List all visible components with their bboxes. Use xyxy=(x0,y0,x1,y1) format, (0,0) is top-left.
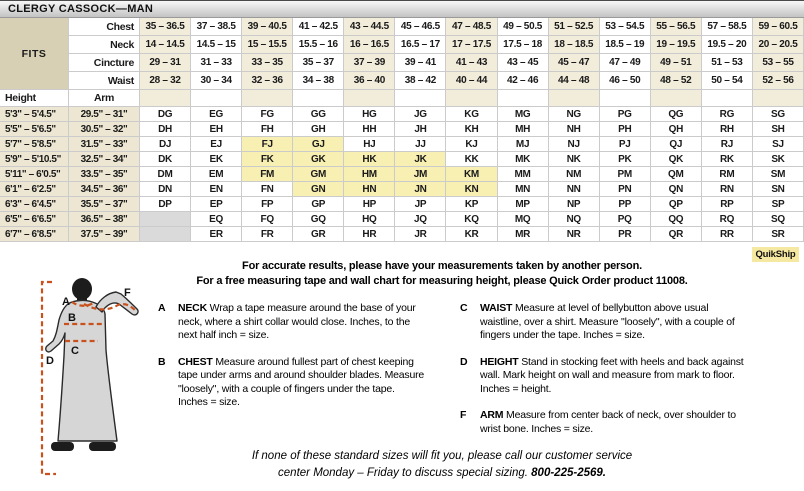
figure-robe xyxy=(46,300,117,441)
arm-range-cell: 31.5" – 33" xyxy=(69,137,140,152)
size-code-cell: RQ xyxy=(702,212,753,227)
size-code-cell: FK xyxy=(242,152,293,167)
measure-range-cell: 15 – 15.5 xyxy=(242,36,293,54)
measure-range-cell: 20 – 20.5 xyxy=(753,36,804,54)
measure-range-cell: 49 – 50.5 xyxy=(498,18,549,36)
size-code-cell: HP xyxy=(344,197,395,212)
measure-range-cell: 14.5 – 15 xyxy=(191,36,242,54)
measure-range-cell: 46 – 50 xyxy=(600,72,651,90)
arm-range-cell: 37.5" – 39" xyxy=(69,227,140,242)
size-code-cell: DP xyxy=(140,197,191,212)
instruction-letter: D xyxy=(460,355,468,368)
measure-range-cell: 19 – 19.5 xyxy=(651,36,702,54)
size-code-cell: NJ xyxy=(549,137,600,152)
measure-range-cell: 52 – 56 xyxy=(753,72,804,90)
size-code-cell: GG xyxy=(293,107,344,122)
size-code-cell: RG xyxy=(702,107,753,122)
instruction-text: Wrap a tape measure around the base of your neck, where a shirt collar would close. Inches, to the next half inch = size. xyxy=(178,302,416,341)
measure-range-cell: 14 – 14.5 xyxy=(140,36,191,54)
height-range-cell: 5'7" – 5'8.5" xyxy=(0,137,69,152)
instruction-text: Stand in stocking feet with heels and back against wall. Mark height on wall and measure from mark to floor. Inches = height. xyxy=(480,355,744,395)
size-code-cell: HR xyxy=(344,227,395,242)
size-code-cell: NG xyxy=(549,107,600,122)
height-range-cell: 5'5" – 5'6.5" xyxy=(0,122,69,137)
size-code-cell: FP xyxy=(242,197,293,212)
size-code-cell: QP xyxy=(651,197,702,212)
measure-range-cell: 36 – 40 xyxy=(344,72,395,90)
height-range-cell: 6'1" – 6'2.5" xyxy=(0,182,69,197)
size-code-cell: EH xyxy=(191,122,242,137)
instructions-left-column xyxy=(158,302,426,423)
measure-row-label: Neck xyxy=(69,36,140,54)
size-code-cell: SQ xyxy=(753,212,804,227)
size-code-cell: SP xyxy=(753,197,804,212)
size-code-cell: QR xyxy=(651,227,702,242)
size-code-cell: GP xyxy=(293,197,344,212)
measure-range-cell: 57 – 58.5 xyxy=(702,18,753,36)
size-code-cell: NQ xyxy=(549,212,600,227)
size-code-cell: RH xyxy=(702,122,753,137)
figure-label-c: C xyxy=(71,345,79,357)
size-code-cell: KK xyxy=(446,152,497,167)
instruction-chest xyxy=(158,356,426,410)
instruction-term: ARM xyxy=(480,409,507,421)
size-code-cell: MG xyxy=(498,107,549,122)
size-code-cell: PM xyxy=(600,167,651,182)
figure-left-shoe xyxy=(51,442,74,451)
size-code-cell: KG xyxy=(446,107,497,122)
spacer-cell xyxy=(702,90,753,107)
spacer-cell xyxy=(549,90,600,107)
measure-range-cell: 37 – 38.5 xyxy=(191,18,242,36)
instructions-right-column xyxy=(460,302,752,449)
spacer-cell xyxy=(191,90,242,107)
height-range-cell: 6'5" – 6'6.5" xyxy=(0,212,69,227)
special-sizing-note xyxy=(80,448,804,481)
measure-range-cell: 48 – 52 xyxy=(651,72,702,90)
size-code-cell: FJ xyxy=(242,137,293,152)
spacer-cell xyxy=(293,90,344,107)
measure-range-cell: 19.5 – 20 xyxy=(702,36,753,54)
size-table xyxy=(0,18,804,242)
measure-range-cell: 28 – 32 xyxy=(140,72,191,90)
size-code-cell: SJ xyxy=(753,137,804,152)
size-code-cell: GN xyxy=(293,182,344,197)
size-code-cell: PR xyxy=(600,227,651,242)
measure-range-cell: 33 – 35 xyxy=(242,54,293,72)
measure-range-cell: 41 – 42.5 xyxy=(293,18,344,36)
height-range-cell: 5'11" – 6'0.5" xyxy=(0,167,69,182)
size-code-cell: SN xyxy=(753,182,804,197)
instruction-letter: C xyxy=(460,302,468,314)
size-code-cell: PH xyxy=(600,122,651,137)
size-code-cell: HQ xyxy=(344,212,395,227)
instruction-arm xyxy=(460,409,752,436)
size-code-cell: EJ xyxy=(191,137,242,152)
spacer-cell xyxy=(242,90,293,107)
size-code-cell: QM xyxy=(651,167,702,182)
measure-row-label: Cincture xyxy=(69,54,140,72)
instruction-term: WAIST xyxy=(480,302,515,314)
arm-range-cell: 32.5" – 34" xyxy=(69,152,140,167)
measure-range-cell: 44 – 48 xyxy=(549,72,600,90)
measure-range-cell: 53 – 54.5 xyxy=(600,18,651,36)
size-code-cell: MP xyxy=(498,197,549,212)
instruction-term: HEIGHT xyxy=(480,355,522,368)
size-code-cell: HK xyxy=(344,152,395,167)
spacer-cell xyxy=(395,90,446,107)
size-code-cell: EM xyxy=(191,167,242,182)
size-code-cell: SR xyxy=(753,227,804,242)
height-range-cell: 5'3" – 5'4.5" xyxy=(0,107,69,122)
size-code-cell: DG xyxy=(140,107,191,122)
size-code-cell: MK xyxy=(498,152,549,167)
size-code-cell: DJ xyxy=(140,137,191,152)
empty-size-cell xyxy=(140,227,191,242)
measure-range-cell: 29 – 31 xyxy=(140,54,191,72)
fits-label: FITS xyxy=(0,18,69,90)
size-code-cell: SH xyxy=(753,122,804,137)
spacer-cell xyxy=(446,90,497,107)
spacer-cell xyxy=(140,90,191,107)
size-code-cell: HJ xyxy=(344,137,395,152)
size-code-cell: HH xyxy=(344,122,395,137)
size-code-cell: QH xyxy=(651,122,702,137)
size-code-cell: MN xyxy=(498,182,549,197)
size-code-cell: JP xyxy=(395,197,446,212)
instruction-height xyxy=(460,356,752,397)
measure-range-cell: 45 – 46.5 xyxy=(395,18,446,36)
footer-line-2: center Monday – Friday to discuss special sizing. 800-225-2569. xyxy=(278,466,606,479)
measure-range-cell: 51 – 52.5 xyxy=(549,18,600,36)
measure-range-cell: 40 – 44 xyxy=(446,72,497,90)
measure-range-cell: 38 – 42 xyxy=(395,72,446,90)
size-code-cell: PG xyxy=(600,107,651,122)
measure-range-cell: 15.5 – 16 xyxy=(293,36,344,54)
size-code-cell: QK xyxy=(651,152,702,167)
arm-range-cell: 35.5" – 37" xyxy=(69,197,140,212)
empty-size-cell xyxy=(140,212,191,227)
size-code-cell: QN xyxy=(651,182,702,197)
size-code-cell: PJ xyxy=(600,137,651,152)
size-code-cell: JJ xyxy=(395,137,446,152)
size-code-cell: PP xyxy=(600,197,651,212)
instruction-letter: B xyxy=(158,355,166,368)
arm-column-header: Arm xyxy=(69,90,140,107)
size-code-cell: HM xyxy=(344,167,395,182)
size-code-cell: KH xyxy=(446,122,497,137)
measure-range-cell: 32 – 36 xyxy=(242,72,293,90)
size-code-cell: KP xyxy=(446,197,497,212)
instruction-text: Measure from center back of neck, over shoulder to wrist bone. Inches = size. xyxy=(480,409,736,435)
measure-row-label: Waist xyxy=(69,72,140,90)
size-code-cell: ER xyxy=(191,227,242,242)
size-code-cell: EQ xyxy=(191,212,242,227)
size-code-cell: EG xyxy=(191,107,242,122)
size-code-cell: RM xyxy=(702,167,753,182)
size-code-cell: JG xyxy=(395,107,446,122)
size-code-cell: GM xyxy=(293,167,344,182)
measure-range-cell: 47 – 49 xyxy=(600,54,651,72)
size-code-cell: SM xyxy=(753,167,804,182)
size-code-cell: NR xyxy=(549,227,600,242)
measure-range-cell: 35 – 36.5 xyxy=(140,18,191,36)
arm-range-cell: 30.5" – 32" xyxy=(69,122,140,137)
size-code-cell: MH xyxy=(498,122,549,137)
figure-raised-arm xyxy=(96,292,138,315)
instruction-text: Measure around fullest part of chest keeping tape under arms and around shoulder blades. Measure "loosely", with a couple of fingers under the tape. Inches = size. xyxy=(178,355,425,408)
height-range-cell: 6'3" – 6'4.5" xyxy=(0,197,69,212)
size-code-cell: MJ xyxy=(498,137,549,152)
size-code-cell: RK xyxy=(702,152,753,167)
size-code-cell: NP xyxy=(549,197,600,212)
figure-label-d: D xyxy=(46,355,54,367)
measure-range-cell: 49 – 51 xyxy=(651,54,702,72)
size-code-cell: PQ xyxy=(600,212,651,227)
size-code-cell: JR xyxy=(395,227,446,242)
size-code-cell: RR xyxy=(702,227,753,242)
figure-label-b: B xyxy=(68,312,76,324)
size-code-cell: FG xyxy=(242,107,293,122)
size-code-cell: SG xyxy=(753,107,804,122)
size-code-cell: GQ xyxy=(293,212,344,227)
size-code-cell: NH xyxy=(549,122,600,137)
size-code-cell: PN xyxy=(600,182,651,197)
chart-title-bar xyxy=(0,0,804,18)
arm-range-cell: 34.5" – 36" xyxy=(69,182,140,197)
measure-range-cell: 51 – 53 xyxy=(702,54,753,72)
measure-range-cell: 16.5 – 17 xyxy=(395,36,446,54)
phone-number: 800-225-2569. xyxy=(531,466,606,479)
size-code-cell: MQ xyxy=(498,212,549,227)
size-code-cell: FM xyxy=(242,167,293,182)
note-line-1: For accurate results, please have your measurements taken by another person. xyxy=(242,260,642,272)
size-code-cell: GH xyxy=(293,122,344,137)
size-code-cell: FQ xyxy=(242,212,293,227)
size-code-cell: RP xyxy=(702,197,753,212)
arm-range-cell: 33.5" – 35" xyxy=(69,167,140,182)
measure-range-cell: 53 – 55 xyxy=(753,54,804,72)
footer-line-1: If none of these standard sizes will fit you, please call our customer service xyxy=(251,450,633,462)
measure-range-cell: 59 – 60.5 xyxy=(753,18,804,36)
size-code-cell: JQ xyxy=(395,212,446,227)
size-code-cell: EK xyxy=(191,152,242,167)
measure-range-cell: 41 – 43 xyxy=(446,54,497,72)
measure-row-label: Chest xyxy=(69,18,140,36)
instruction-letter: A xyxy=(158,302,166,314)
size-code-cell: DK xyxy=(140,152,191,167)
instruction-letter: F xyxy=(460,409,467,421)
height-column-header: Height xyxy=(0,90,69,107)
measure-range-cell: 31 – 33 xyxy=(191,54,242,72)
size-code-cell: MM xyxy=(498,167,549,182)
size-code-cell: NK xyxy=(549,152,600,167)
measure-range-cell: 17.5 – 18 xyxy=(498,36,549,54)
measure-range-cell: 39 – 40.5 xyxy=(242,18,293,36)
spacer-cell xyxy=(498,90,549,107)
quikship-badge: QuikShip xyxy=(752,247,799,262)
height-range-cell: 6'7" – 6'8.5" xyxy=(0,227,69,242)
spacer-cell xyxy=(753,90,804,107)
size-code-cell: MR xyxy=(498,227,549,242)
measure-range-cell: 34 – 38 xyxy=(293,72,344,90)
measure-range-cell: 39 – 41 xyxy=(395,54,446,72)
measure-range-cell: 30 – 34 xyxy=(191,72,242,90)
arm-range-cell: 29.5" – 31" xyxy=(69,107,140,122)
size-code-cell: PK xyxy=(600,152,651,167)
size-code-cell: JM xyxy=(395,167,446,182)
size-code-cell: GJ xyxy=(293,137,344,152)
instruction-neck xyxy=(158,302,426,343)
size-code-cell: FR xyxy=(242,227,293,242)
height-range-cell: 5'9" – 5'10.5" xyxy=(0,152,69,167)
size-code-cell: KR xyxy=(446,227,497,242)
size-code-cell: QJ xyxy=(651,137,702,152)
size-code-cell: EN xyxy=(191,182,242,197)
measure-range-cell: 43 – 44.5 xyxy=(344,18,395,36)
page-title: CLERGY CASSOCK—MAN xyxy=(8,3,154,15)
size-code-cell: DH xyxy=(140,122,191,137)
note-line-2: For a free measuring tape and wall chart for measuring height, please Quick Order product 11008. xyxy=(196,275,688,287)
measure-range-cell: 47 – 48.5 xyxy=(446,18,497,36)
measure-range-cell: 42 – 46 xyxy=(498,72,549,90)
measure-range-cell: 16 – 16.5 xyxy=(344,36,395,54)
size-code-cell: JK xyxy=(395,152,446,167)
size-code-cell: DM xyxy=(140,167,191,182)
size-code-cell: NM xyxy=(549,167,600,182)
size-code-cell: RJ xyxy=(702,137,753,152)
measure-range-cell: 43 – 45 xyxy=(498,54,549,72)
measurement-notes xyxy=(80,259,804,289)
figure-label-a: A xyxy=(62,296,70,308)
measure-range-cell: 45 – 47 xyxy=(549,54,600,72)
spacer-cell xyxy=(651,90,702,107)
size-code-cell: QQ xyxy=(651,212,702,227)
size-code-cell: EP xyxy=(191,197,242,212)
size-code-cell: HG xyxy=(344,107,395,122)
instruction-text: Measure at level of bellybutton above usual waistline, over a shirt. Measure "loosely", with a couple of fingers under the tape. Inches = size. xyxy=(480,302,735,341)
size-code-cell: RN xyxy=(702,182,753,197)
size-code-cell: KN xyxy=(446,182,497,197)
measure-range-cell: 35 – 37 xyxy=(293,54,344,72)
measure-range-cell: 17 – 17.5 xyxy=(446,36,497,54)
size-code-cell: JH xyxy=(395,122,446,137)
spacer-cell xyxy=(600,90,651,107)
measure-range-cell: 18 – 18.5 xyxy=(549,36,600,54)
instruction-term: CHEST xyxy=(178,355,216,368)
measure-range-cell: 50 – 54 xyxy=(702,72,753,90)
size-code-cell: FH xyxy=(242,122,293,137)
size-code-cell: FN xyxy=(242,182,293,197)
size-code-cell: KM xyxy=(446,167,497,182)
measure-range-cell: 55 – 56.5 xyxy=(651,18,702,36)
spacer-cell xyxy=(344,90,395,107)
instruction-waist xyxy=(460,302,752,343)
arm-range-cell: 36.5" – 38" xyxy=(69,212,140,227)
size-code-cell: NN xyxy=(549,182,600,197)
size-code-cell: SK xyxy=(753,152,804,167)
size-code-cell: KQ xyxy=(446,212,497,227)
size-code-cell: GR xyxy=(293,227,344,242)
size-code-cell: GK xyxy=(293,152,344,167)
measure-range-cell: 18.5 – 19 xyxy=(600,36,651,54)
measure-range-cell: 37 – 39 xyxy=(344,54,395,72)
size-code-cell: JN xyxy=(395,182,446,197)
size-code-cell: KJ xyxy=(446,137,497,152)
size-code-cell: QG xyxy=(651,107,702,122)
figure-label-f: F xyxy=(124,287,131,299)
size-code-cell: HN xyxy=(344,182,395,197)
instruction-term: NECK xyxy=(178,302,210,314)
size-code-cell: DN xyxy=(140,182,191,197)
